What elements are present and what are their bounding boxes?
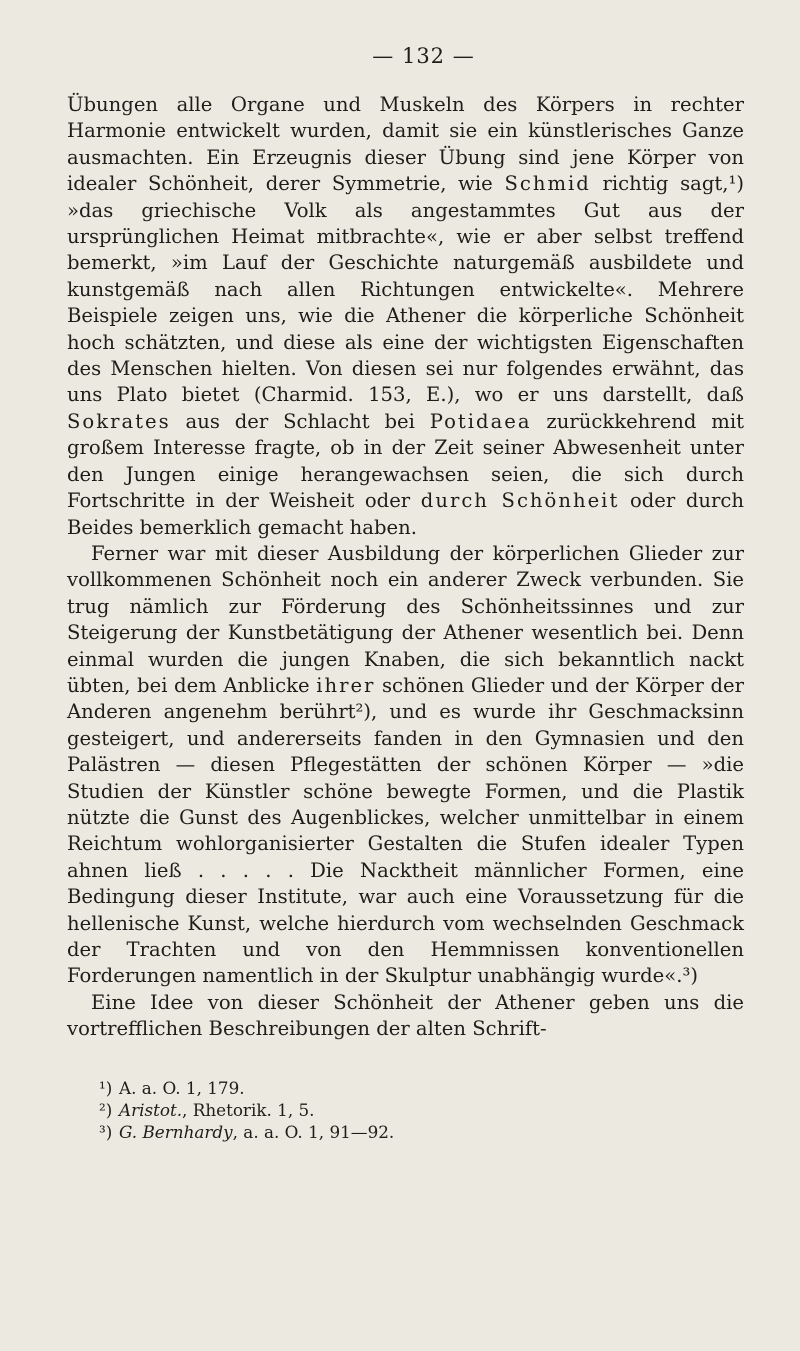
footnote-number: ³) [99, 1121, 113, 1142]
text-run: Eine Idee von dieser Schönheit der Athener geben uns die vortrefflichen Beschreibungen der alten Schrift- [67, 990, 744, 1041]
footnote-number: ²) [99, 1099, 113, 1120]
text-run: A. a. O. 1, 179. [119, 1077, 245, 1098]
paragraph [67, 92, 744, 541]
body-text [67, 92, 744, 1043]
italic-author: G. Bernhardy [119, 1121, 233, 1142]
spaced-name: durch Schönheit [420, 489, 620, 513]
spaced-name: Schmid [504, 172, 591, 196]
spaced-name: Potidaea [429, 409, 532, 433]
spaced-name: Sokrates [67, 409, 171, 433]
text-run: schönen Glieder und der Körper der Anderen angenehm berührt²), und es wurde ihr Geschmacksinn gesteigert, und andererseits fanden in den Gymnasien und den Palästren — diesen Pflegestätten der schönen Körper — »die Studien der Künstler schöne bewegte Formen, und die Plastik nützte die Gunst des Augenblickes, welcher unmittelbar in einem Reichtum wohlorganisierter Gestalten die Stufen idealer Typen ahnen ließ . . . . . Die Nacktheit männlicher Formen, eine Bedingung dieser Institute, war auch eine Voraussetzung für die hellenische Kunst, welche hierdurch vom wechselnden Geschmack der Trachten und von den Hemmnissen konventionellen Forderungen namentlich in der Skulptur unabhängig wurde«.³) [67, 673, 744, 988]
footnote [99, 1121, 744, 1143]
page-number: — 132 — [372, 44, 475, 68]
text-run: aus der Schlacht bei [170, 409, 430, 433]
text-run: zurückkehrend mit großem Interesse fragte, ob in der Zeit seiner Abwesenheit unter den Jungen einige herangewachsen seien, die sich durch Fortschritte in der Weisheit oder [67, 409, 744, 513]
footnote [99, 1099, 744, 1121]
italic-author: Aristot. [119, 1099, 183, 1120]
text-run: richtig sagt,¹) »das griechische Volk als angestammtes Gut aus der ursprünglichen Heimat mitbrachte«, wie er aber selbst treffend bemerkt, »im Lauf der Geschichte naturgemäß ausbildete und kunstgemäß nach allen Richtungen entwickelte«. Mehrere Beispiele zeigen uns, wie die Athener die körperliche Schönheit hoch schätzten, und diese als eine der wichtigsten Eigenschaften des Menschen hielten. Von diesen sei nur folgendes erwähnt, das uns Plato bietet (Charmid. 153, E.), wo er uns darstellt, daß [67, 172, 745, 407]
text-run: , Rhetorik. 1, 5. [182, 1099, 315, 1120]
text-run: oder durch Beides bemerklich gemacht haben. [67, 489, 744, 539]
text-run: , a. a. O. 1, 91—92. [232, 1121, 395, 1142]
text-run: Übungen alle Organe und Muskeln des Körpers in rechter Harmonie entwickelt wurden, damit sie ein künstlerisches Ganze ausmachten. Ein Erzeugnis dieser Übung sind jene Körper von idealer Schönheit, derer Symmetrie, wie [67, 93, 744, 196]
spaced-name: ihrer [316, 673, 376, 697]
text-run: Ferner war mit dieser Ausbildung der körperlichen Glieder zur vollkommenen Schönheit noch ein anderer Zweck verbunden. Sie trug nämlich zur Förderung des Schönheitssinnes und zur Steigerung der Kunstbetätigung der Athener wesentlich bei. Denn einmal wurden die jungen Knaben, die sich bekanntlich nackt übten, bei dem Anblicke [67, 541, 744, 697]
paragraph [67, 541, 744, 990]
footnote [99, 1077, 744, 1099]
paragraph [67, 990, 744, 1043]
footnote-number: ¹) [99, 1077, 113, 1098]
footnotes [67, 1077, 744, 1143]
